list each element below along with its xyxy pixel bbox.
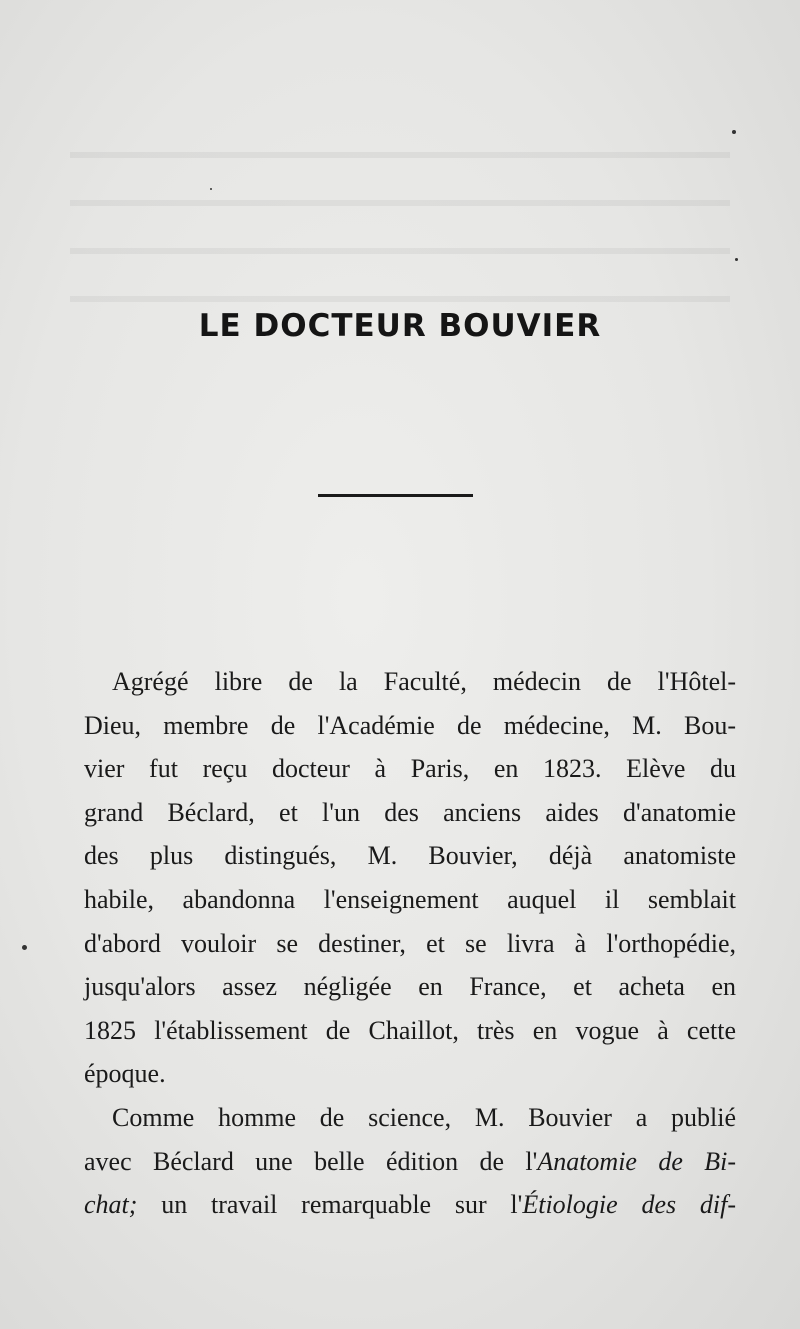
text-run: un travail remarquable sur l': [137, 1190, 523, 1220]
paper-speck: [210, 188, 212, 190]
text-line: [84, 1183, 736, 1227]
text-line: habile, abandonna l'enseignement auquel il semblait: [84, 884, 736, 914]
text-line: d'abord vouloir se destiner, et se livra à l'orthopédie,: [84, 928, 736, 958]
paper-speck: [735, 258, 738, 261]
text-line: grand Béclard, et l'un des anciens aides d'anatomie: [84, 797, 736, 827]
title-divider: [318, 494, 473, 497]
text-line: Dieu, membre de l'Académie de médecine, M. Bou-: [84, 710, 736, 740]
bleed-through-text: [70, 130, 730, 330]
text-line: époque.: [84, 1059, 166, 1089]
italic-text: Étiologie des dif-: [522, 1190, 736, 1220]
text-line: Agrégé libre de la Faculté, médecin de l'Hôtel-: [112, 667, 736, 696]
text-run: avec Béclard une belle édition de l': [84, 1146, 538, 1176]
text-line: jusqu'alors assez négligée en France, et acheta en: [84, 972, 736, 1002]
text-line: des plus distingués, M. Bouvier, déjà anatomiste: [84, 841, 736, 871]
paper-speck: [22, 945, 27, 950]
text-line: [84, 1140, 736, 1184]
text-line: 1825 l'établissement de Chaillot, très en vogue à cette: [84, 1015, 736, 1045]
text-line: Comme homme de science, M. Bouvier a publié: [112, 1102, 736, 1132]
paper-speck: [732, 130, 736, 134]
page-title: LE DOCTEUR BOUVIER: [198, 308, 602, 344]
italic-text: Anatomie de Bi-: [537, 1146, 736, 1176]
italic-text: chat;: [84, 1190, 138, 1220]
body-text: [84, 660, 736, 1227]
text-line: vier fut reçu docteur à Paris, en 1823. Elève du: [84, 754, 736, 784]
